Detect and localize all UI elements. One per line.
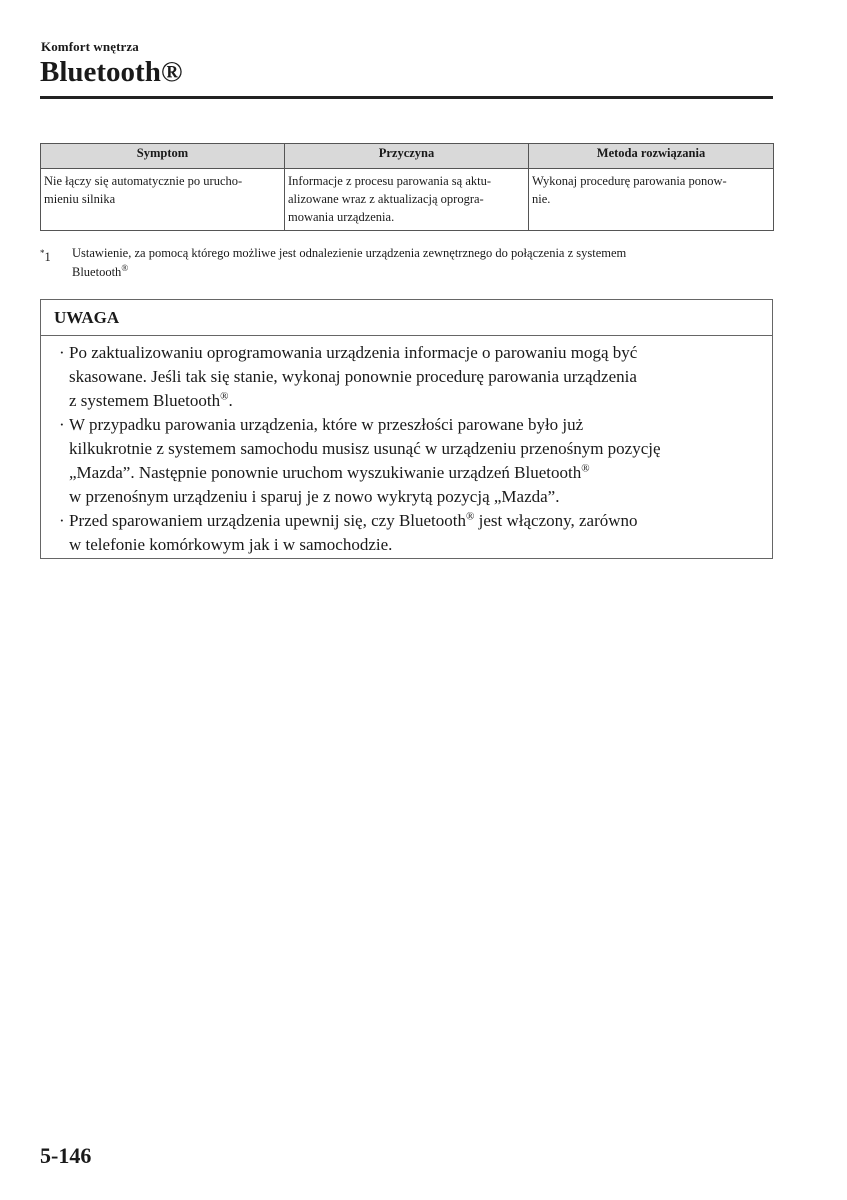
page-number: 5-146 xyxy=(40,1143,92,1168)
registered-mark: ® xyxy=(220,390,229,403)
cell-solution xyxy=(529,169,774,231)
footnote-text: Ustawienie, za pomocą którego możliwe jest odnalezienie urządzenia zewnętrznego do połączenia z systemem Bluetooth® xyxy=(72,246,627,279)
cell-line: mowania urządzenia. xyxy=(288,210,395,224)
cell-line: Wykonaj procedurę parowania ponow- xyxy=(532,174,727,188)
note-bullet: · Przed sparowaniem urządzenia upewnij się, czy Bluetooth® jest włączony, zarówno w telefonie komórkowym jak i w samochodzie. xyxy=(59,510,638,554)
title-divider xyxy=(40,96,773,99)
footnote-marker: *1 xyxy=(40,248,51,265)
note-body xyxy=(41,336,772,557)
note-heading: UWAGA xyxy=(41,300,772,336)
table-header-row xyxy=(41,144,774,169)
cell-line: Nie łączy się automatycznie po urucho- xyxy=(44,174,243,188)
footnote xyxy=(40,244,780,282)
cell-line: alizowane wraz z aktualizacją oprogra- xyxy=(288,192,484,206)
table-row xyxy=(41,169,774,231)
column-header-solution: Metoda rozwiązania xyxy=(529,144,774,169)
column-header-symptom: Symptom xyxy=(41,144,285,169)
page-title: Bluetooth® xyxy=(40,56,183,88)
section-label: Komfort wnętrza xyxy=(41,39,139,54)
note-bullet: · W przypadku parowania urządzenia, które w przeszłości parowane było już kilkukrotnie z systemem samochodu musisz usunąć w urządzeniu przenośnym pozycję „Mazda”. Następnie ponownie uruchom wyszukiwanie urządzeń Bluetooth® w przenośnym urządzeniu i sparuj je z nowo wykrytą pozycją „Mazda”. xyxy=(59,415,661,506)
registered-mark: ® xyxy=(121,262,129,273)
bullet-dot: · xyxy=(59,343,65,362)
note-box xyxy=(40,299,773,559)
column-header-cause: Przyczyna xyxy=(285,144,529,169)
cell-line: Informacje z procesu parowania są aktu- xyxy=(288,174,492,188)
troubleshooting-table xyxy=(40,143,774,231)
bullet-dot: · xyxy=(59,511,65,530)
registered-mark: ® xyxy=(581,462,590,475)
cell-line: nie. xyxy=(532,192,551,206)
cell-symptom xyxy=(41,169,285,231)
note-bullet: · Po zaktualizowaniu oprogramowania urządzenia informacje o parowaniu mogą być skasowane. Jeśli tak się stanie, wykonaj ponownie procedurę parowania urządzenia z systemem Bluetooth®. xyxy=(59,343,638,410)
registered-mark: ® xyxy=(466,510,475,523)
cell-cause xyxy=(285,169,529,231)
cell-line: mieniu silnika xyxy=(44,192,116,206)
bullet-dot: · xyxy=(59,415,65,434)
